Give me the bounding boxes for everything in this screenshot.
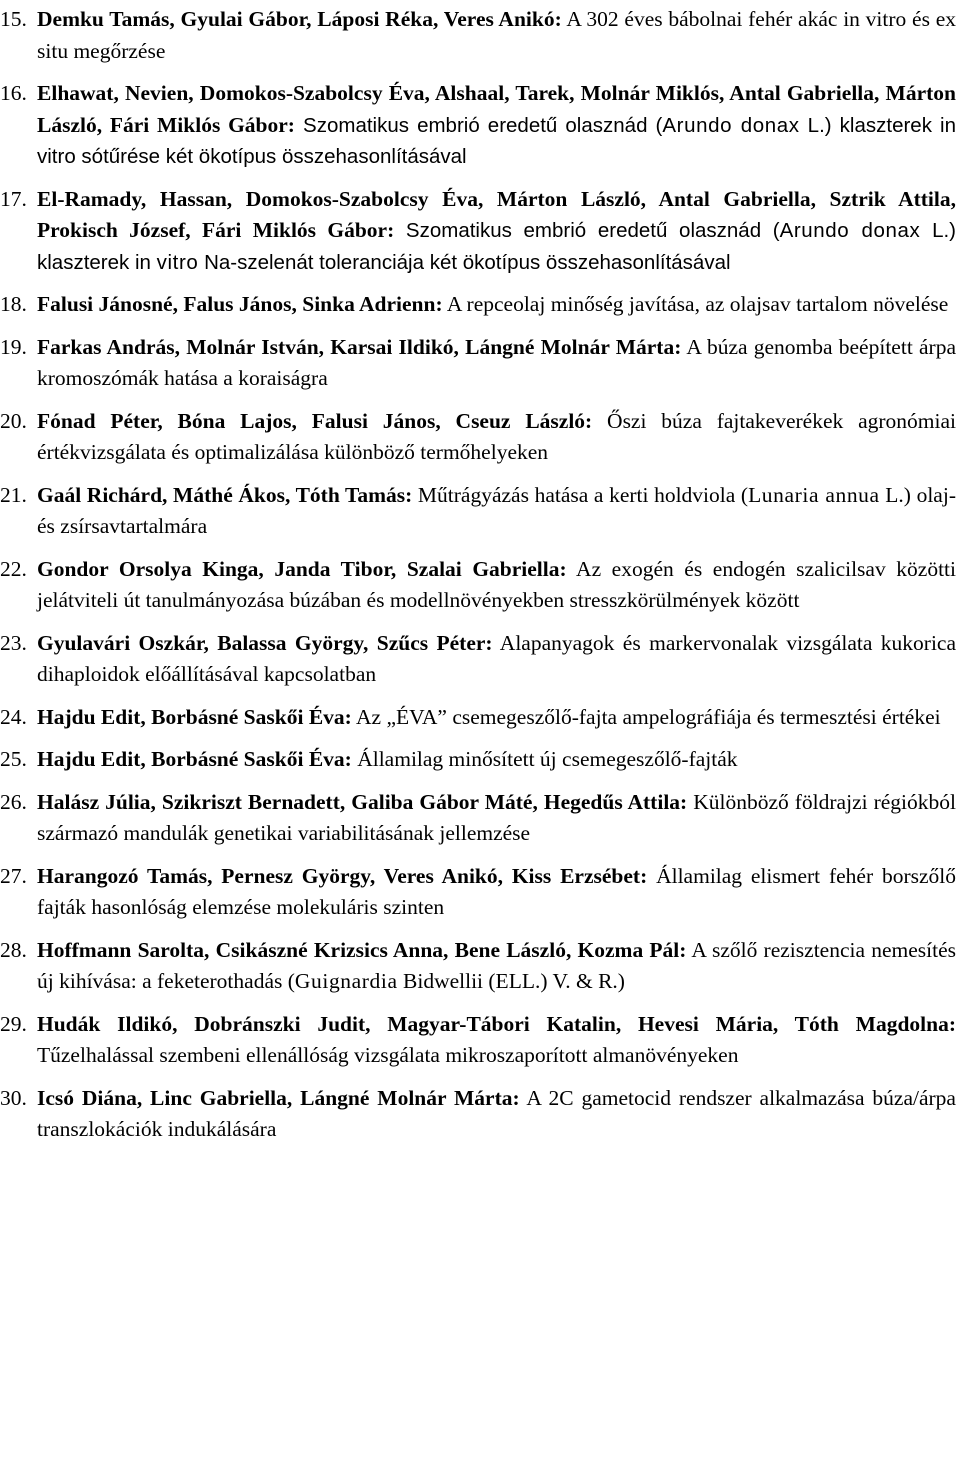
title-segment: Az exogén és endogén szalicilsav közötti jelátviteli út tanulmányozása búzában és modellnövényekben stresszkörülmények között: [37, 556, 956, 612]
entry-number: 26.: [0, 789, 27, 814]
list-item: [0, 332, 956, 395]
title-segment: Szomatikus embrió eredetű olasznád (: [294, 113, 663, 137]
entry-title: [352, 747, 738, 771]
entry-number: 17.: [0, 186, 27, 211]
title-segment: Különböző földrajzi régiókból származó mandulák genetikai variabilitásának jellemzése: [37, 789, 956, 845]
title-segment: Államilag elismert fehér borszőlő fajták hasonlóság elemzése molekuláris szinten: [37, 863, 956, 919]
list-item: [0, 554, 956, 617]
entry-number: 28.: [0, 937, 27, 962]
list-item: [0, 184, 956, 279]
list-item: [0, 480, 956, 543]
title-segment: L.) klaszterek in: [37, 219, 957, 274]
entry-authors: Hudák Ildikó, Dobránszki Judit, Magyar-Tábori Katalin, Hevesi Mária, Tóth Magdolna:: [37, 1011, 956, 1036]
entry-number: 27.: [0, 863, 27, 888]
list-item: [0, 1009, 956, 1072]
title-segment: Arundo donax: [662, 113, 800, 137]
title-segment: Na-szelenát toleranciája két ökotípus összehasonlításával: [198, 250, 731, 274]
list-item: [0, 744, 956, 776]
entry-number: 23.: [0, 630, 27, 655]
title-segment: A 302 éves bábolnai fehér akác in vitro és ex situ megőrzése: [37, 7, 956, 63]
entry-number: 21.: [0, 482, 27, 507]
title-segment: Szomatikus embrió eredetű olasznád (: [394, 219, 780, 242]
entry-number: 24.: [0, 704, 27, 729]
list-item: [0, 702, 956, 734]
title-segment: Guignardia: [294, 969, 398, 993]
title-segment: A búza genomba beépített árpa kromoszómák hatása a koraiságra: [37, 334, 956, 390]
list-item: [0, 1083, 956, 1146]
entry-authors: Gyulavári Oszkár, Balassa György, Szűcs Péter:: [37, 630, 493, 655]
entry-authors: El-Ramady, Hassan, Domokos-Szabolcsy Éva, Márton László, Antal Gabriella, Sztrik Attila, Prokisch József, Fári Miklós Gábor:: [37, 186, 956, 242]
title-segment: Arundo donax: [779, 219, 921, 242]
entry-authors: Farkas András, Molnár István, Karsai Ildikó, Lángné Molnár Márta:: [37, 334, 682, 359]
title-segment: A 2C gametocid rendszer alkalmazása búza/árpa transzlokációk indukálására: [37, 1085, 956, 1141]
entry-title: [443, 292, 949, 316]
entry-title: [37, 1043, 738, 1067]
entry-authors: Hajdu Edit, Borbásné Saskői Éva:: [37, 704, 352, 729]
title-segment: L.) olaj- és zsírsavtartalmára: [37, 482, 956, 538]
entry-authors: Demku Tamás, Gyulai Gábor, Láposi Réka, Veres Anikó:: [37, 7, 562, 31]
title-segment: Tűzelhalással szembeni ellenállóság vizsgálata mikroszaporított almanövényeken: [37, 1043, 739, 1067]
entry-authors: Elhawat, Nevien, Domokos-Szabolcsy Éva, Alshaal, Tarek, Molnár Miklós, Antal Gabriella, Márton László, Fári Miklós Gábor:: [37, 81, 956, 137]
entry-number: 18.: [0, 292, 27, 316]
entry-number: 15.: [0, 7, 27, 31]
entry-number: 22.: [0, 556, 27, 581]
entry-number: 29.: [0, 1011, 27, 1036]
title-segment: Bidwellii (ELL.) V. & R.): [397, 969, 625, 993]
entry-number: 20.: [0, 408, 27, 433]
title-segment: Őszi búza fajtakeverékek agronómiai értékvizsgálata és optimalizálása különböző termőhelyeken: [37, 408, 956, 464]
list-item: [0, 628, 956, 691]
title-segment: Alapanyagok és markervonalak vizsgálata kukorica dihaploidok előállításával kapcsolatban: [37, 630, 956, 686]
entry-authors: Fónad Péter, Bóna Lajos, Falusi János, Cseuz László:: [37, 408, 593, 433]
entry-authors: Gaál Richárd, Máthé Ákos, Tóth Tamás:: [37, 482, 413, 507]
title-segment: Államilag minősített új csemegeszőlő-fajták: [351, 747, 738, 771]
entry-title: [352, 705, 941, 729]
entry-authors: Gondor Orsolya Kinga, Janda Tibor, Szalai Gabriella:: [37, 556, 567, 581]
title-segment: Lunaria annua: [748, 482, 880, 507]
entry-authors: Harangozó Tamás, Pernesz György, Veres Anikó, Kiss Erzsébet:: [37, 863, 648, 888]
entry-authors: Icsó Diána, Linc Gabriella, Lángné Molnár Márta:: [37, 1085, 520, 1110]
list-item: [0, 4, 956, 67]
entry-number: 16.: [0, 81, 27, 105]
entry-number: 19.: [0, 334, 27, 359]
list-item: [0, 787, 956, 850]
list-item: [0, 935, 956, 998]
entry-number: 30.: [0, 1085, 27, 1110]
entry-authors: Hajdu Edit, Borbásné Saskői Éva:: [37, 747, 352, 771]
list-item: [0, 289, 956, 321]
list-item: [0, 78, 956, 173]
title-segment: Műtrágyázás hatása a kerti holdviola (: [412, 482, 749, 507]
list-item: [0, 861, 956, 924]
title-segment: vitro: [156, 250, 199, 274]
entry-authors: Hoffmann Sarolta, Csikászné Krizsics Anna, Bene László, Kozma Pál:: [37, 937, 687, 962]
entry-authors: Falusi Jánosné, Falus János, Sinka Adrienn:: [37, 292, 443, 316]
title-segment: A repceolaj minőség javítása, az olajsav tartalom növelése: [442, 292, 949, 316]
list-item: [0, 406, 956, 469]
entry-authors: Halász Júlia, Szikriszt Bernadett, Galiba Gábor Máté, Hegedűs Attila:: [37, 789, 688, 814]
entry-number: 25.: [0, 747, 27, 771]
title-segment: A szőlő rezisztencia nemesítés új kihívása: a feketerothadás (: [37, 937, 956, 993]
title-segment: L.) klaszterek in vitro sótűrése két ökotípus összehasonlításával: [37, 113, 956, 168]
title-segment: Az „ÉVA” csemegeszőlő-fajta ampelográfiája és termesztési értékei: [351, 704, 941, 729]
